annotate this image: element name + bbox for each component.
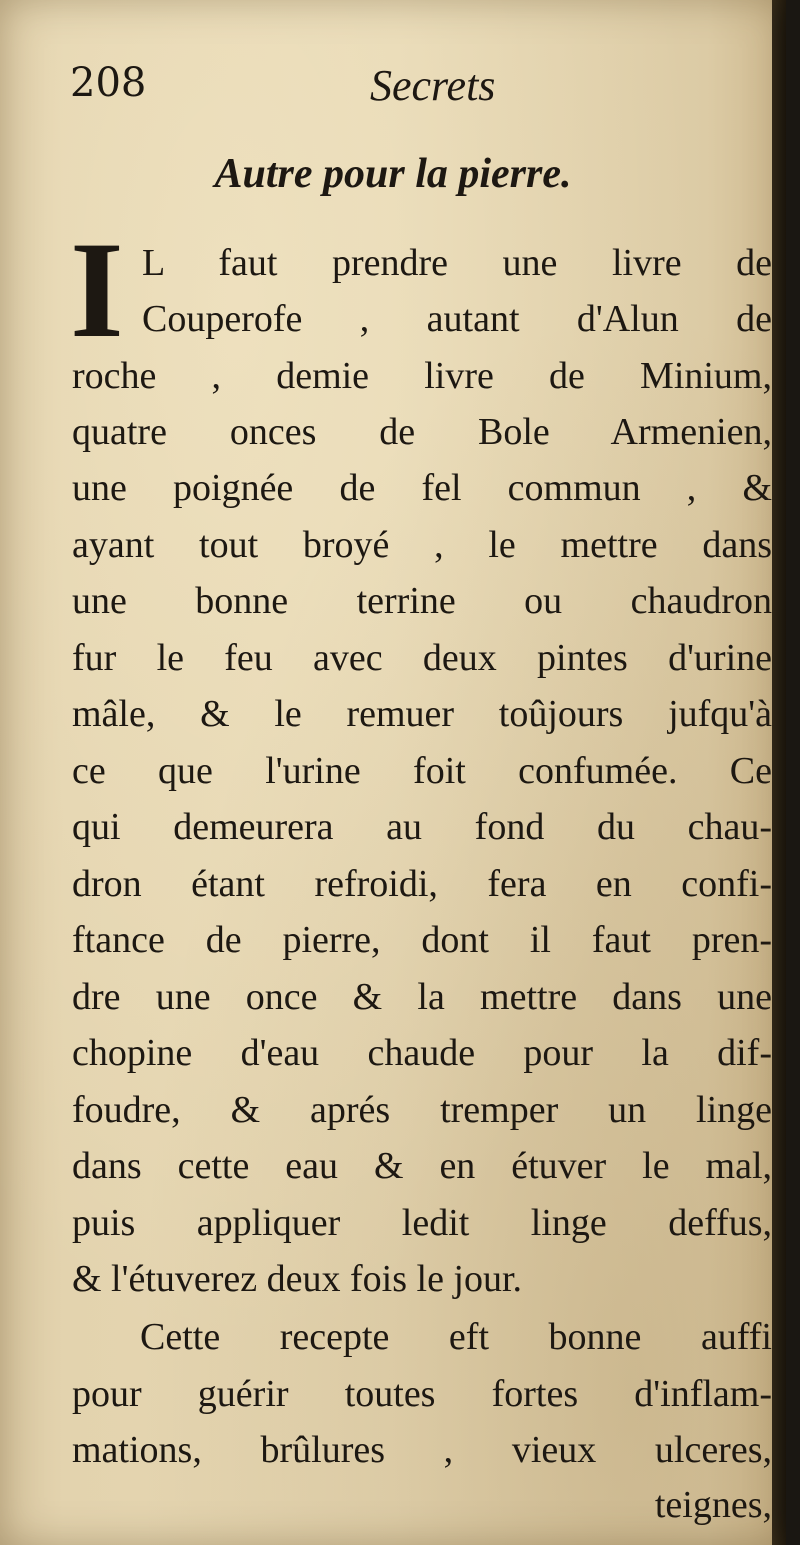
text-line: dre une once & la mettre dans une (72, 976, 772, 1018)
recipe-title: Autre pour la pierre. (214, 151, 572, 197)
text-line: dans cette eau & en étuver le mal, (72, 1145, 772, 1187)
running-head (70, 60, 760, 120)
text-line: ce que l'urine foit confumée. Ce (72, 750, 772, 792)
text-line: quatre onces de Bole Armenien, (72, 411, 772, 453)
text-line: & l'étuverez deux fois le jour. (72, 1258, 523, 1300)
text-line: une bonne terrine ou chaudron (72, 580, 772, 622)
catchword: teignes, (654, 1484, 772, 1526)
text-line: foudre, & aprés tremper un linge (72, 1089, 772, 1131)
text-line: dron étant refroidi, fera en confi- (72, 863, 772, 905)
text-line: puis appliquer ledit linge deffus, (72, 1202, 772, 1244)
text-line: qui demeurera au fond du chau- (72, 806, 772, 848)
text-line: chopine d'eau chaude pour la dif- (72, 1032, 772, 1074)
text-line: L faut prendre une livre de (142, 242, 772, 284)
text-line: mations, brûlures , vieux ulceres, (72, 1429, 772, 1471)
page-number: 208 (70, 60, 147, 106)
text-line: Couperofe , autant d'Alun de (142, 298, 772, 340)
text-line: mâle, & le remuer toûjours jufqu'à (72, 693, 772, 735)
text-line: Cette recepte eft bonne auffi (140, 1316, 772, 1358)
text-line: une poignée de fel commun , & (72, 467, 772, 509)
running-title: Secrets (370, 61, 496, 110)
book-spine-shadow (772, 0, 786, 1545)
text-line: roche , demie livre de Minium, (72, 355, 772, 397)
text-line: ayant tout broyé , le mettre dans (72, 524, 772, 566)
text-line: fur le feu avec deux pintes d'urine (72, 637, 772, 679)
text-line: ftance de pierre, dont il faut pren- (72, 919, 772, 961)
text-line: pour guérir toutes fortes d'inflam- (72, 1373, 772, 1415)
drop-cap: I (70, 213, 124, 366)
